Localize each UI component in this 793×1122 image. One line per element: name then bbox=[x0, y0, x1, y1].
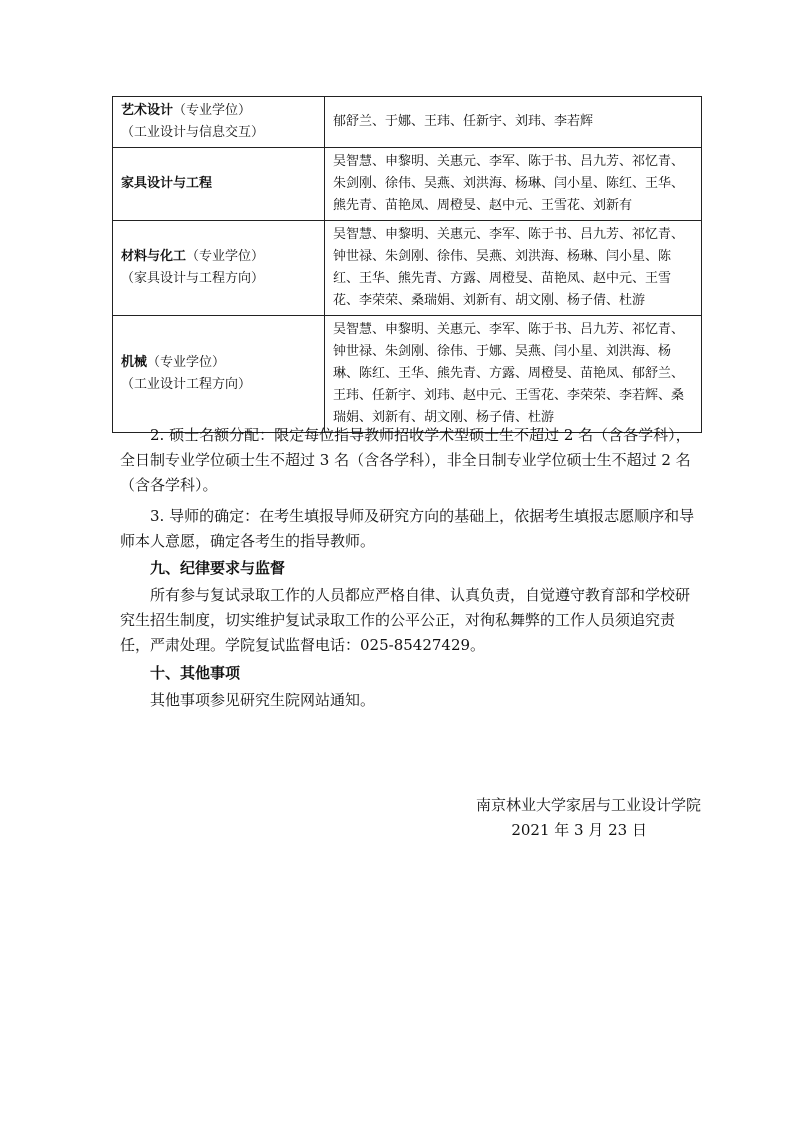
advisor-list: 吴智慧、申黎明、关惠元、李军、陈于书、吕九芳、祁忆青、钟世禄、朱剑刚、徐伟、吴燕、刘洪海、杨琳、闫小星、陈红、王华、熊先青、方露、周橙旻、苗艳凤、赵中元、王雪花、李荣荣、桑瑞娟、刘新有、胡文刚、杨子倩、杜游 bbox=[325, 221, 702, 316]
degree-note: （专业学位） bbox=[147, 355, 226, 370]
advisor-list: 吴智慧、申黎明、关惠元、李军、陈于书、吕九芳、祁忆青、朱剑刚、徐伟、吴燕、刘洪海、杨琳、闫小星、陈红、王华、熊先青、苗艳凤、周橙旻、赵中元、王雪花、刘新有 bbox=[325, 148, 702, 221]
major-name: 材料与化工 bbox=[121, 249, 187, 264]
paragraph-quota: 2. 硕士名额分配：限定每位指导教师招收学术型硕士生不超过 2 名（含各学科），全日制专业学位硕士生不超过 3 名（含各学科），非全日制专业学位硕士生不超过 2 名（含各学科）。 bbox=[120, 426, 691, 494]
table-row bbox=[113, 221, 702, 316]
paragraph-other: 其他事项参见研究生院网站通知。 bbox=[150, 691, 376, 709]
direction-note: （工业设计与信息交互） bbox=[121, 125, 265, 140]
heading-other: 十、其他事项 bbox=[150, 664, 241, 682]
paragraph-discipline: 所有参与复试录取工作的人员都应严格自律、认真负责，自觉遵守教育部和学校研究生招生制度，切实维护复试录取工作的公平公正，对徇私舞弊的工作人员须追究责任，严肃处理。学院复试监督电话：025-85427429。 bbox=[120, 586, 691, 654]
degree-note: （专业学位） bbox=[173, 103, 252, 118]
advisor-table bbox=[112, 96, 702, 433]
direction-note: （工业设计工程方向） bbox=[121, 377, 252, 392]
direction-note: （家具设计与工程方向） bbox=[121, 271, 265, 286]
advisor-list: 吴智慧、申黎明、关惠元、李军、陈于书、吕九芳、祁忆青、钟世禄、朱剑刚、徐伟、于娜、吴燕、闫小星、刘洪海、杨琳、陈红、王华、熊先青、方露、周橙旻、苗艳凤、郁舒兰、王玮、任新宇、刘玮、赵中元、王雪花、李荣荣、李若辉、桑瑞娟、刘新有、胡文刚、杨子倩、杜游 bbox=[325, 316, 702, 433]
table-row bbox=[113, 316, 702, 433]
major-cell bbox=[113, 148, 325, 221]
signature-date: 2021 年 3 月 23 日 bbox=[511, 821, 647, 839]
signature-org: 南京林业大学家居与工业设计学院 bbox=[475, 796, 701, 814]
paragraph-advisor-assignment: 3. 导师的确定：在考生填报导师及研究方向的基础上，依据考生填报志愿顺序和导师本人意愿，确定各考生的指导教师。 bbox=[120, 507, 695, 550]
major-name: 家具设计与工程 bbox=[121, 176, 213, 191]
table-row bbox=[113, 97, 702, 148]
advisor-list: 郁舒兰、于娜、王玮、任新宇、刘玮、李若辉 bbox=[325, 97, 702, 148]
major-cell bbox=[113, 221, 325, 316]
major-name: 艺术设计 bbox=[121, 103, 174, 118]
major-name: 机械 bbox=[121, 355, 148, 370]
heading-discipline: 九、纪律要求与监督 bbox=[150, 559, 286, 577]
major-cell bbox=[113, 97, 325, 148]
degree-note: （专业学位） bbox=[186, 249, 265, 264]
table-row bbox=[113, 148, 702, 221]
major-cell bbox=[113, 316, 325, 433]
